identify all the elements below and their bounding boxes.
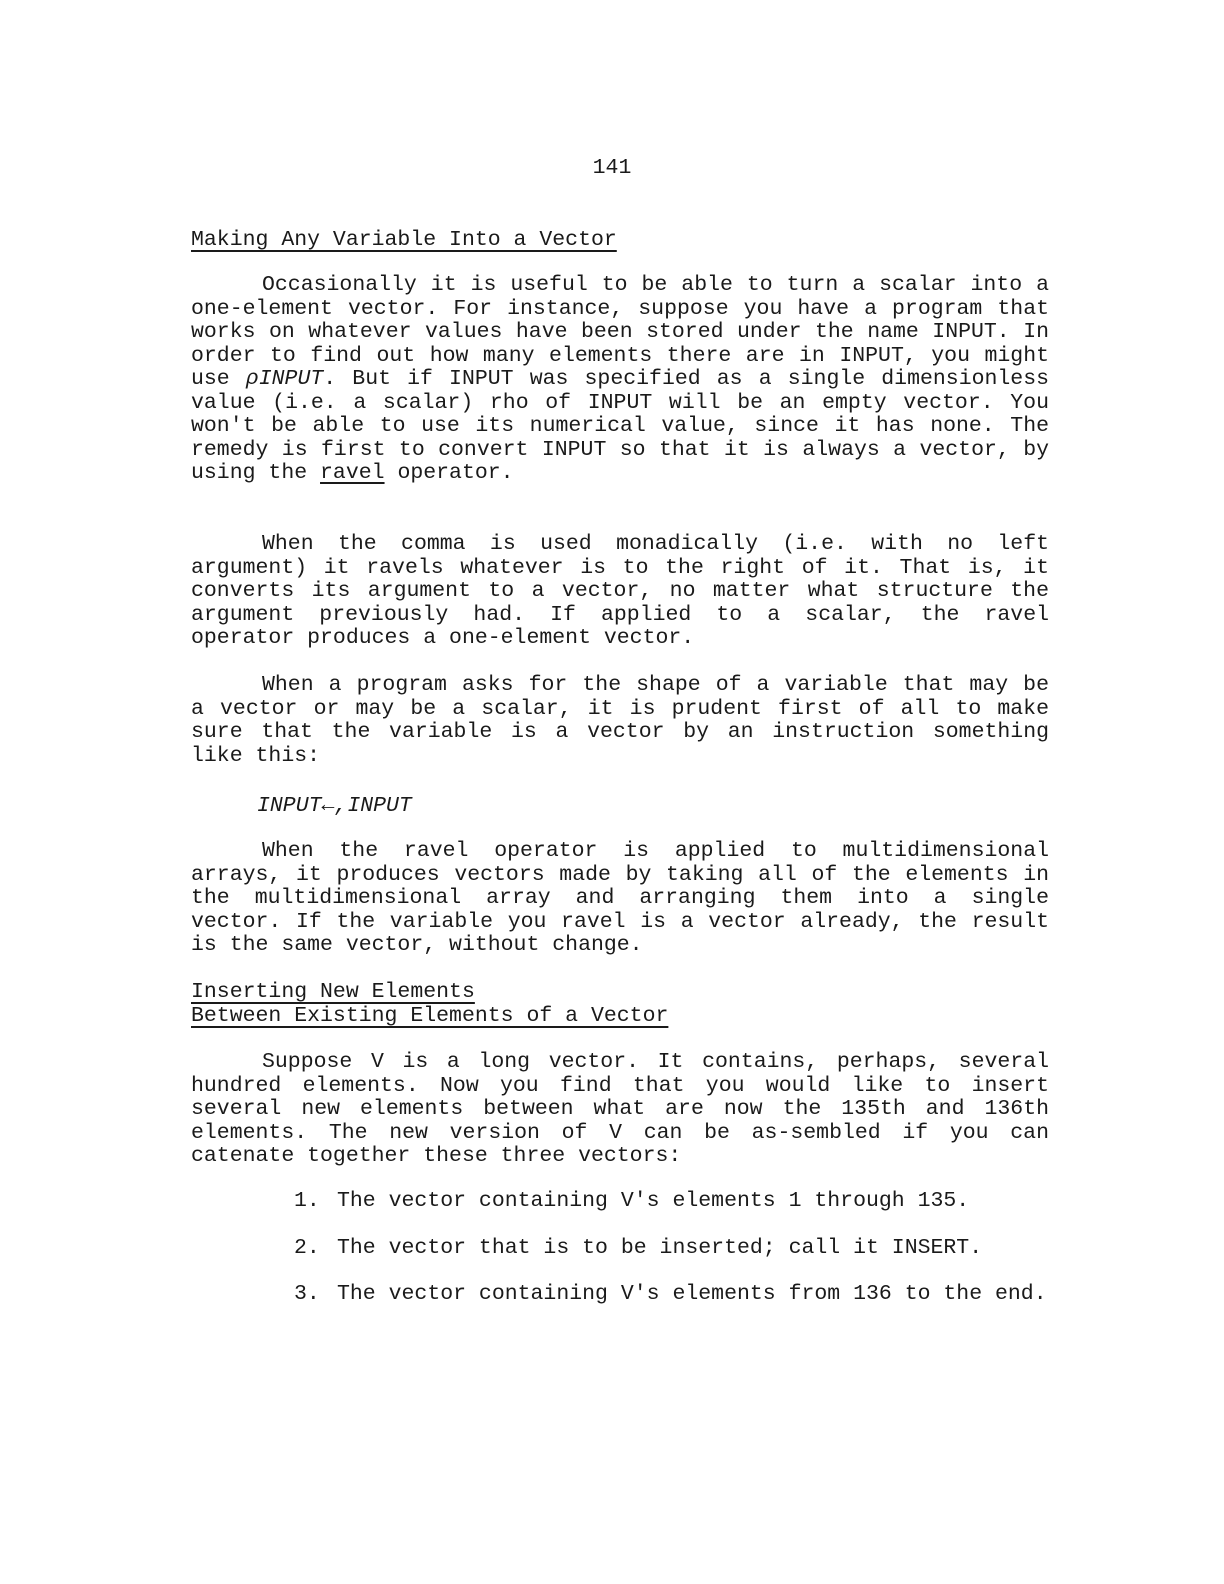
rho-input-expression: ρINPUT — [245, 367, 324, 391]
paragraph: When the comma is used monadically (i.e. with no left argument) it ravels whatever is to the right of it. That is, it converts its argument to a vector, no matter what structure the argument previously had. If applied to a scalar, the ravel operator produces a one-element vector. — [191, 532, 1049, 650]
paragraph: Suppose V is a long vector. It contains, perhaps, several hundred elements. Now you find that you would like to insert several new elements between what are now the 135th and 136th elements. The new version of V can be as-sembled if you can catenate together these three vectors: — [191, 1050, 1049, 1168]
paragraph: When the ravel operator is applied to multidimensional arrays, it produces vectors made by taking all of the elements in the multidimensional array and arranging them into a single vector. If the variable you ravel is a vector already, the result is the same vector, without change. — [191, 839, 1049, 957]
section-heading: Making Any Variable Into a Vector — [191, 228, 617, 252]
code-example — [191, 795, 1049, 819]
paragraph-suppose-v — [191, 1051, 1049, 1169]
code-line: INPUT←,INPUT — [257, 794, 412, 818]
list-number: 1. — [294, 1189, 320, 1213]
paragraph — [191, 274, 1049, 486]
paragraph-shape — [191, 674, 1049, 768]
list-number: 3. — [294, 1282, 320, 1306]
section-heading: Between Existing Elements of a Vector — [191, 1003, 669, 1028]
vector-list — [191, 1190, 1049, 1307]
list-number: 2. — [294, 1235, 320, 1260]
section-inserting-elements — [191, 981, 1049, 1028]
section-heading: Inserting New Elements — [191, 980, 475, 1004]
paragraph-comma-monadic — [191, 533, 1049, 651]
text-run: operator. — [384, 461, 514, 485]
paragraph-multidimensional — [191, 840, 1049, 958]
paragraph: When a program asks for the shape of a variable that may be a vector or may be a scalar, it is prudent first of all to make sure that the variable is a vector by an instruction something like this: — [191, 673, 1049, 768]
list-text: The vector that is to be inserted; call it INSERT. — [337, 1235, 983, 1260]
list-item — [191, 1283, 1049, 1307]
list-item — [191, 1237, 1049, 1261]
paragraph-intro — [191, 274, 1049, 486]
ravel-term: ravel — [320, 461, 385, 485]
numbered-list — [191, 1190, 1049, 1307]
section-making-vector — [191, 229, 1049, 253]
page-number: 141 — [592, 156, 632, 180]
list-text: The vector containing V's elements from 136 to the end. — [337, 1282, 1047, 1306]
text-run: Occasionally it is useful to be able to turn a scalar into a one-element vector. For instance, suppose you have a program that works on whatever values have been stored under the name INPUT. In order to find out how many elements there are in INPUT, you might use — [191, 273, 1049, 391]
text-run: . But if INPUT was specified as a single dimensionless value (i.e. a scalar) rho of INPUT will be an empty vector. You won't be able to use its numerical value, since it has none. The remedy is first to convert INPUT so that it is always a vector, by using the — [191, 367, 1050, 485]
list-text: The vector containing V's elements 1 through 135. — [337, 1189, 970, 1213]
list-item — [191, 1190, 1049, 1214]
